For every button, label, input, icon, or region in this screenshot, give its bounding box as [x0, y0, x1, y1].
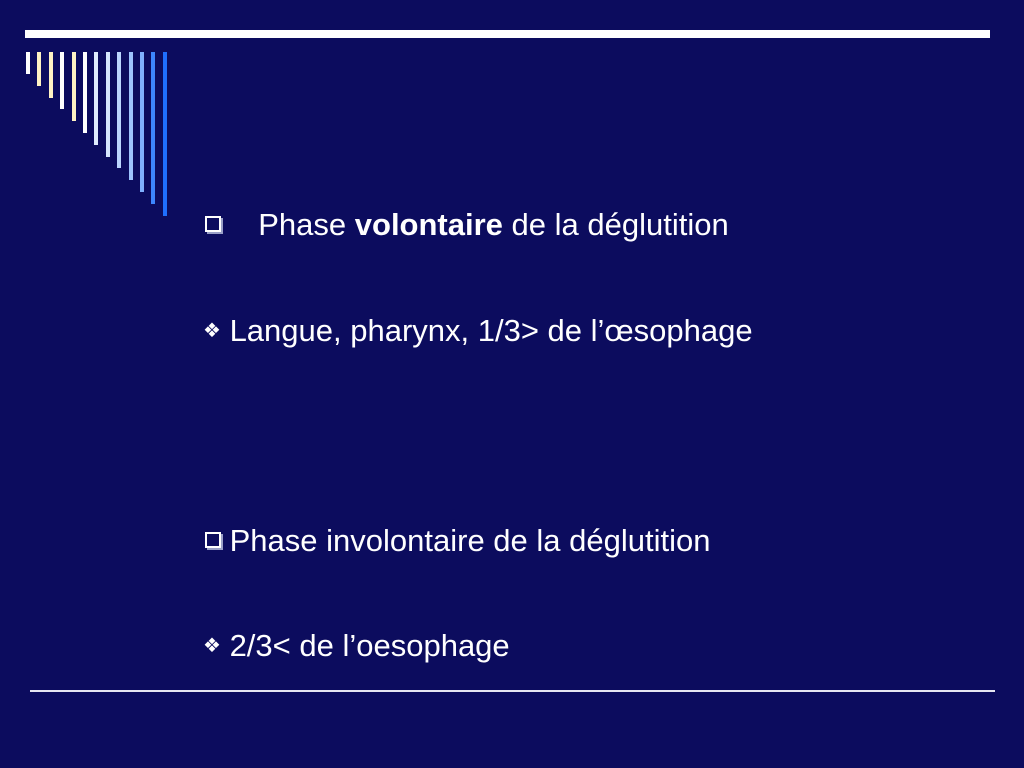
decorative-stripe	[83, 52, 87, 133]
diamond-bullet-icon: ❖	[203, 635, 221, 657]
decorative-stripe	[72, 52, 76, 121]
decorative-stripe	[106, 52, 110, 157]
line2-text: Langue, pharynx, 1/3> de l’œsophage	[229, 313, 753, 348]
bottom-rule	[30, 690, 995, 692]
decorative-stripe	[151, 52, 155, 204]
bullet-line-3	[205, 523, 710, 559]
decorative-stripe	[117, 52, 121, 168]
line1-prefix: Phase	[258, 207, 355, 242]
decorative-stripe	[37, 52, 41, 86]
bullet-line-2	[203, 313, 753, 353]
square-bullet-icon	[205, 216, 221, 232]
line1-emphasis: volontaire	[354, 207, 503, 242]
diamond-bullet-icon: ❖	[203, 320, 221, 342]
line1-suffix: de la déglutition	[502, 207, 729, 242]
decorative-stripe	[26, 52, 30, 74]
square-bullet-icon	[205, 532, 221, 548]
line3-text: Phase involontaire de la déglutition	[229, 523, 711, 558]
line4-text: 2/3< de l’oesophage	[229, 628, 510, 663]
top-rule	[25, 30, 990, 38]
decorative-stripe	[163, 52, 167, 216]
bullet-line-4	[203, 628, 510, 668]
decorative-stripe	[94, 52, 98, 145]
decorative-stripe	[49, 52, 53, 98]
bullet-line-1	[205, 207, 729, 243]
decorative-stripe	[140, 52, 144, 192]
decorative-stripe	[129, 52, 133, 180]
decorative-stripe	[60, 52, 64, 109]
